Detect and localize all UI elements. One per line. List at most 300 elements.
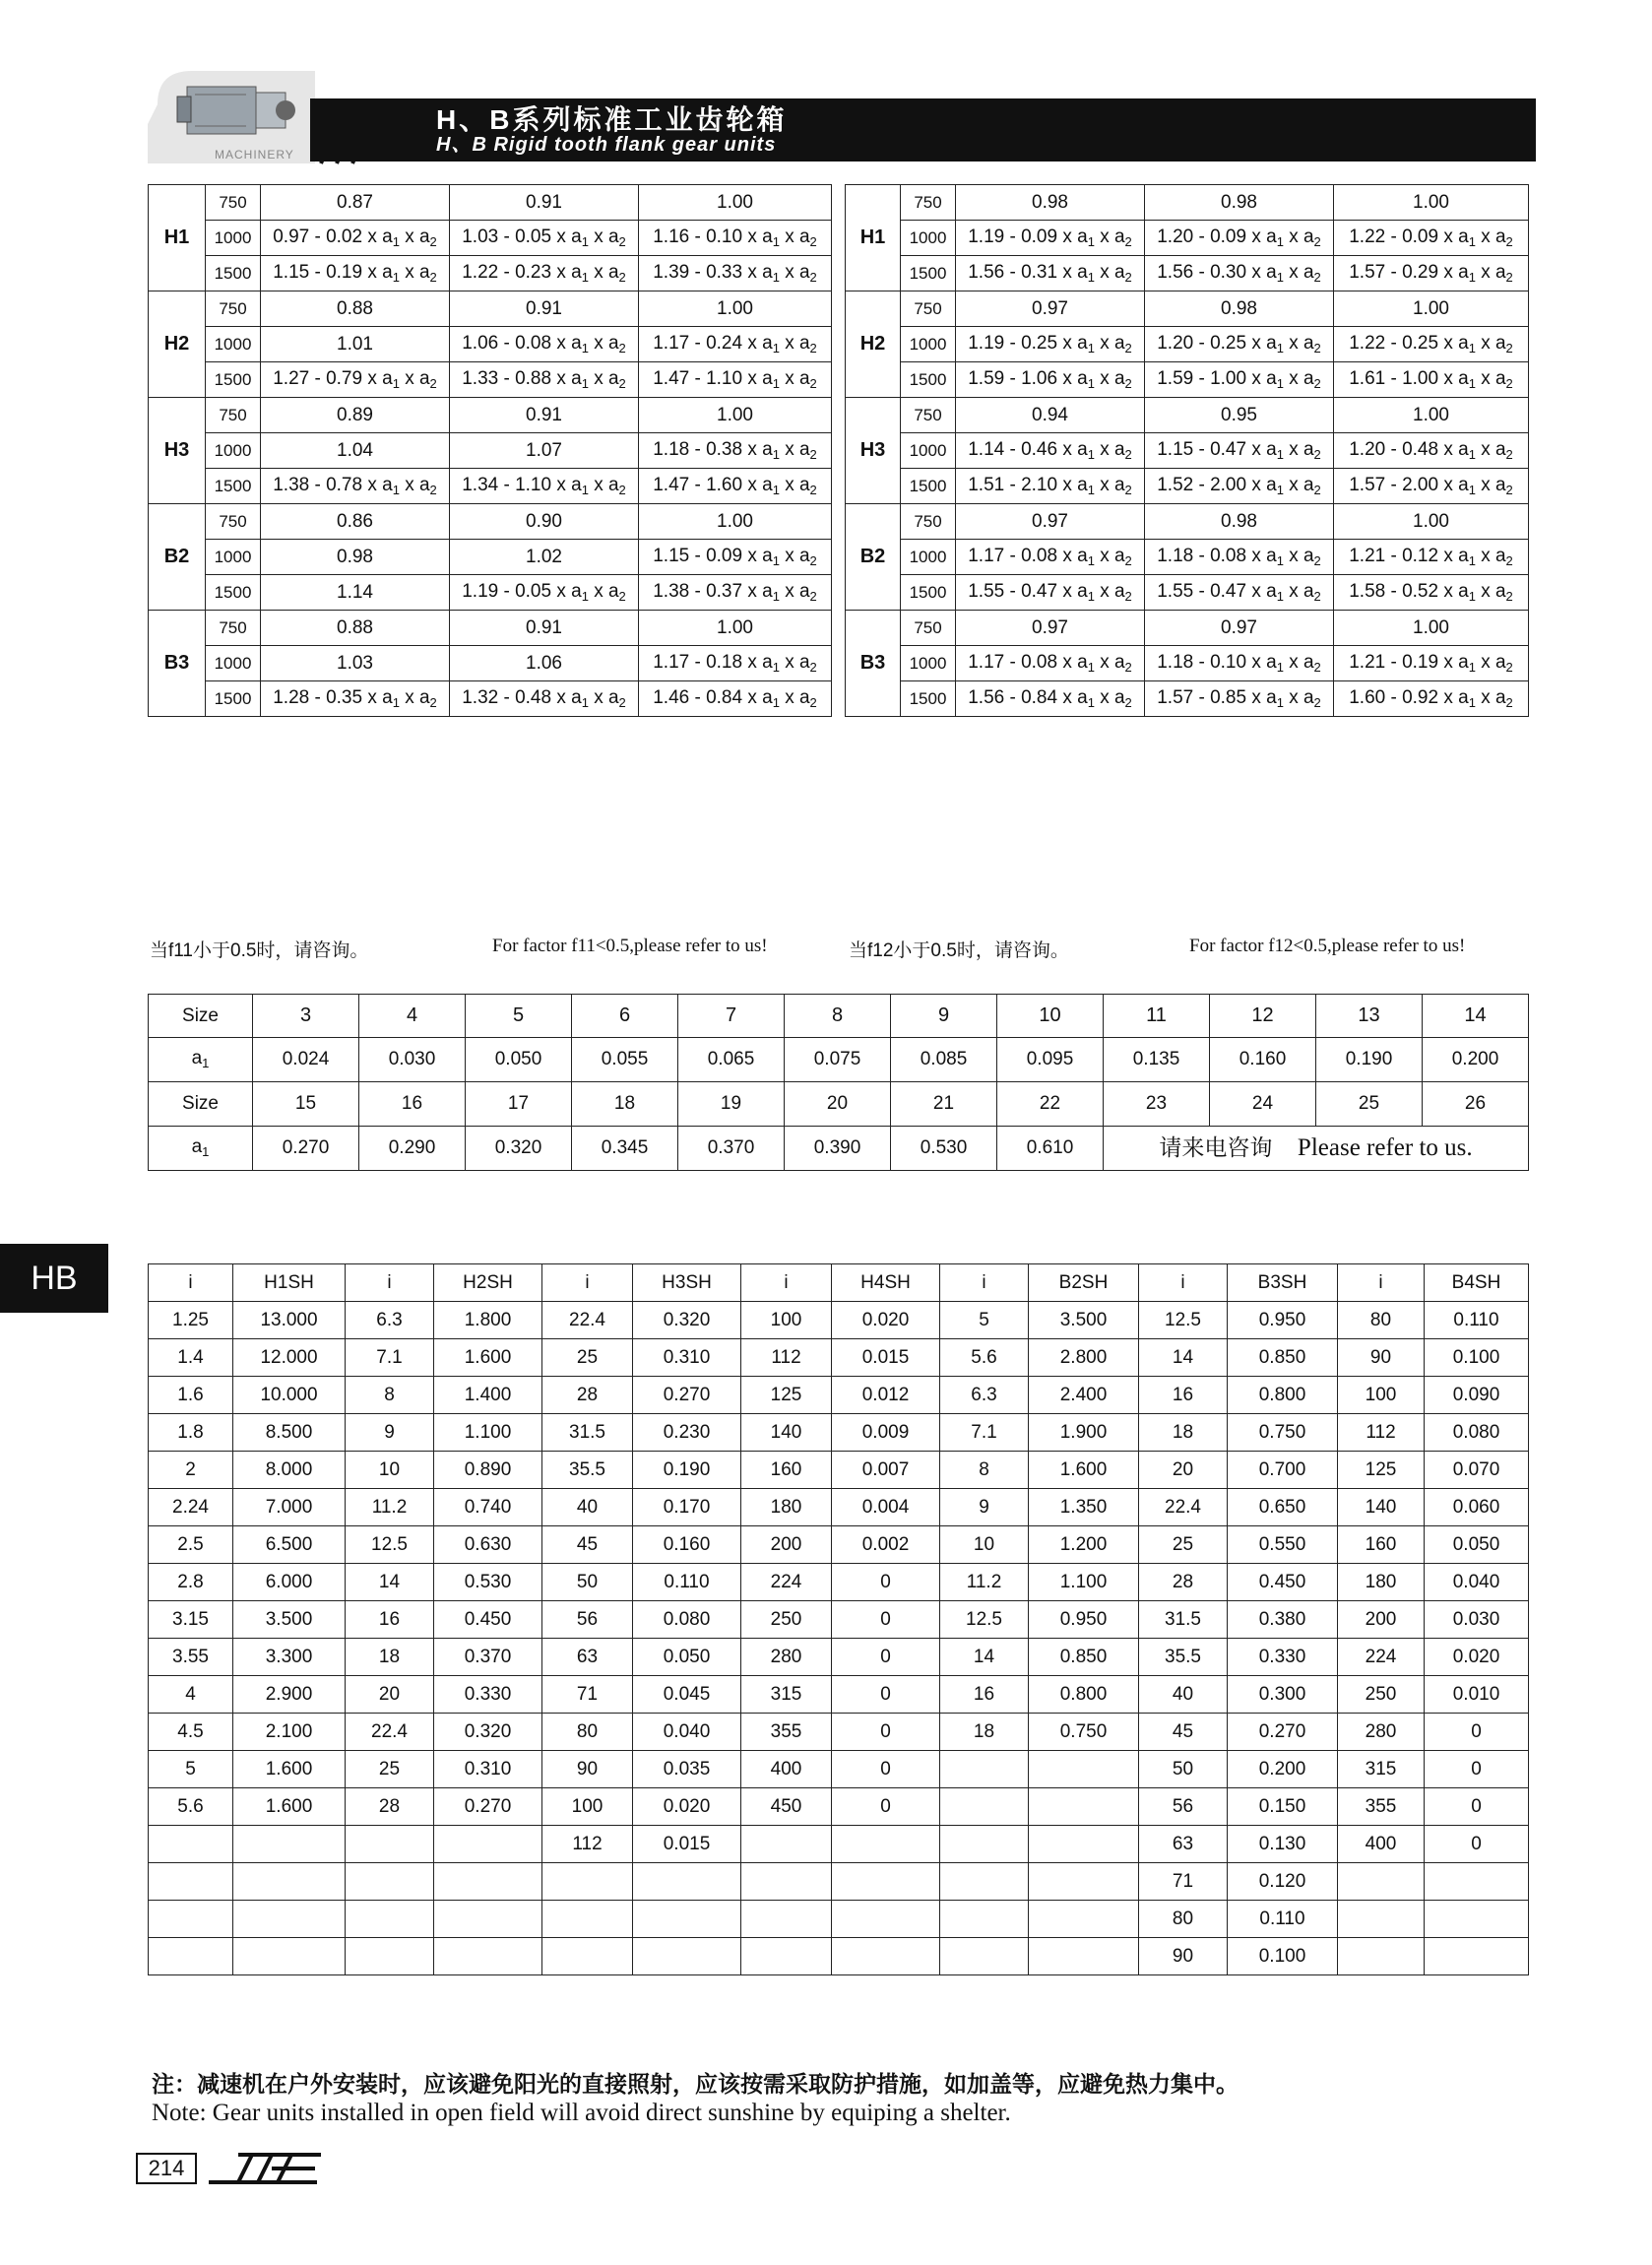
t10-value-cell: 0.97 <box>1145 611 1334 646</box>
t11-value-cell: 0.055 <box>572 1038 678 1082</box>
t12-col-header: B3SH <box>1228 1264 1338 1302</box>
t11-size-cell: 16 <box>359 1082 466 1127</box>
t12-cell <box>233 1901 346 1938</box>
t12-cell <box>940 1751 1029 1788</box>
t9-n-cell: 750 <box>206 398 261 433</box>
t10-value-cell: 1.17 - 0.08 x $a_1$ x $a_2$ <box>956 646 1145 681</box>
t12-cell: 0.740 <box>434 1489 542 1526</box>
t10-value-cell: 1.60 - 0.92 x $a_1$ x $a_2$ <box>1334 681 1529 717</box>
t10-value-cell: 0.98 <box>1145 185 1334 221</box>
t12-row <box>149 1526 1529 1564</box>
t12-cell: 16 <box>346 1601 434 1639</box>
t12-cell <box>1029 1788 1139 1826</box>
t12-cell: 10 <box>940 1526 1029 1564</box>
t12-cell: 250 <box>741 1601 832 1639</box>
t9-value-cell: 1.14 <box>261 575 450 611</box>
t12-cell <box>940 1863 1029 1901</box>
t11-value-cell: 0.610 <box>997 1127 1104 1171</box>
t12-cell: 6.000 <box>233 1564 346 1601</box>
t10-value-cell: 1.00 <box>1334 398 1529 433</box>
t10-value-cell: 1.56 - 0.31 x $a_1$ x $a_2$ <box>956 256 1145 291</box>
t12-cell: 0 <box>1425 1826 1529 1863</box>
t11-size-cell: 26 <box>1423 1082 1529 1127</box>
t12-cell: 0.310 <box>434 1751 542 1788</box>
t12-cell: 0.020 <box>1425 1639 1529 1676</box>
t12-cell <box>542 1901 633 1938</box>
t9-row <box>149 327 832 362</box>
t12-cell: 40 <box>542 1489 633 1526</box>
t11-value-cell: 0.135 <box>1104 1038 1210 1082</box>
header-bar <box>310 98 1536 162</box>
t9-value-cell: 1.02 <box>450 540 639 575</box>
t11-value-cell: 0.160 <box>1210 1038 1316 1082</box>
t12-cell: 2.900 <box>233 1676 346 1714</box>
t12-cell <box>346 1938 434 1975</box>
t9-value-cell: 1.03 <box>261 646 450 681</box>
t12-cell: 0.160 <box>633 1526 741 1564</box>
t9-value-cell: 1.17 - 0.18 x $a_1$ x $a_2$ <box>639 646 832 681</box>
t12-cell <box>434 1863 542 1901</box>
t9-n-cell: 1500 <box>206 256 261 291</box>
t12-cell <box>346 1901 434 1938</box>
t12-cell <box>1338 1901 1425 1938</box>
t9-value-cell: 0.90 <box>450 504 639 540</box>
t12-cell: 63 <box>1139 1826 1228 1863</box>
t11-value-cell: 0.320 <box>466 1127 572 1171</box>
t12-cell: 0 <box>832 1601 940 1639</box>
t12-cell: 4.5 <box>149 1714 233 1751</box>
t11-value-cell: 0.050 <box>466 1038 572 1082</box>
t10-value-cell: 1.57 - 0.85 x $a_1$ x $a_2$ <box>1145 681 1334 717</box>
t12-cell: 0.310 <box>633 1339 741 1377</box>
t11-size-cell: 6 <box>572 995 678 1038</box>
t12-cell <box>542 1938 633 1975</box>
t10-row <box>846 504 1529 540</box>
t12-cell: 280 <box>1338 1714 1425 1751</box>
t12-cell: 35.5 <box>1139 1639 1228 1676</box>
t12-cell: 0.004 <box>832 1489 940 1526</box>
t12-cell: 1.200 <box>1029 1526 1139 1564</box>
t12-cell: 45 <box>1139 1714 1228 1751</box>
t12-cell: 0.050 <box>1425 1526 1529 1564</box>
t12-cell <box>741 1938 832 1975</box>
t10-value-cell: 1.55 - 0.47 x $a_1$ x $a_2$ <box>956 575 1145 611</box>
t12-cell: 0.080 <box>633 1601 741 1639</box>
t9-value-cell: 1.06 - 0.08 x $a_1$ x $a_2$ <box>450 327 639 362</box>
t12-cell: 7.1 <box>940 1414 1029 1452</box>
t12-cell: 0.370 <box>434 1639 542 1676</box>
t10-type-cell: H1 <box>846 185 901 291</box>
t12-cell <box>434 1826 542 1863</box>
t10-value-cell: 1.19 - 0.09 x $a_1$ x $a_2$ <box>956 221 1145 256</box>
t12-cell: 315 <box>741 1676 832 1714</box>
t9-n-cell: 1000 <box>206 646 261 681</box>
t9-row <box>149 469 832 504</box>
t12-cell: 3.15 <box>149 1601 233 1639</box>
t9-value-cell: 0.88 <box>261 611 450 646</box>
t12-cell <box>1425 1863 1529 1901</box>
t10-row <box>846 185 1529 221</box>
t12-cell: 1.25 <box>149 1302 233 1339</box>
t9-type-cell: B3 <box>149 611 206 717</box>
t9-n-cell: 750 <box>206 291 261 327</box>
t12-cell: 112 <box>542 1826 633 1863</box>
t11-a1-label: $a_1$ <box>191 1048 210 1071</box>
t12-cell <box>1425 1938 1529 1975</box>
t12-cell: 18 <box>1139 1414 1228 1452</box>
t12-cell: 0.020 <box>832 1302 940 1339</box>
t12-cell: 28 <box>542 1377 633 1414</box>
t12-cell <box>233 1863 346 1901</box>
t11-size-cell: 5 <box>466 995 572 1038</box>
t11-size-cell: 19 <box>678 1082 785 1127</box>
t12-col-header: H1SH <box>233 1264 346 1302</box>
side-tab-hb: HB <box>0 1244 108 1313</box>
t12-cell: 1.6 <box>149 1377 233 1414</box>
t12-cell: 4 <box>149 1676 233 1714</box>
t12-cell: 12.5 <box>1139 1302 1228 1339</box>
t10-value-cell: 1.56 - 0.30 x $a_1$ x $a_2$ <box>1145 256 1334 291</box>
t12-cell: 11.2 <box>940 1564 1029 1601</box>
t12-cell: 12.5 <box>940 1601 1029 1639</box>
t12-cell: 2.8 <box>149 1564 233 1601</box>
t12-cell <box>149 1863 233 1901</box>
t12-cell: 12.5 <box>346 1526 434 1564</box>
t11-size-cell: 25 <box>1316 1082 1423 1127</box>
t10-value-cell: 1.14 - 0.46 x $a_1$ x $a_2$ <box>956 433 1145 469</box>
t12-cell: 0.800 <box>1228 1377 1338 1414</box>
t9-n-cell: 1500 <box>206 575 261 611</box>
t11-value-cell: 0.345 <box>572 1127 678 1171</box>
t12-cell: 0.170 <box>633 1489 741 1526</box>
t12-cell: 16 <box>1139 1377 1228 1414</box>
t12-cell: 90 <box>1338 1339 1425 1377</box>
t12-cell: 14 <box>940 1639 1029 1676</box>
t12-cell: 71 <box>542 1676 633 1714</box>
t11-size-cell: 4 <box>359 995 466 1038</box>
t9-value-cell: 1.28 - 0.35 x $a_1$ x $a_2$ <box>261 681 450 717</box>
t9-value-cell: 1.38 - 0.78 x $a_1$ x $a_2$ <box>261 469 450 504</box>
t9-value-cell: 1.32 - 0.48 x $a_1$ x $a_2$ <box>450 681 639 717</box>
table-10 <box>845 184 1529 717</box>
t12-cell: 450 <box>741 1788 832 1826</box>
t12-cell: 0.380 <box>1228 1601 1338 1639</box>
t12-cell: 0 <box>1425 1751 1529 1788</box>
t12-cell: 50 <box>1139 1751 1228 1788</box>
t9-value-cell: 0.91 <box>450 291 639 327</box>
t12-cell: 5.6 <box>940 1339 1029 1377</box>
t10-row <box>846 611 1529 646</box>
t12-col-header: i <box>346 1264 434 1302</box>
t12-cell: 0.230 <box>633 1414 741 1452</box>
t9-value-cell: 1.00 <box>639 185 832 221</box>
t10-value-cell: 1.55 - 0.47 x $a_1$ x $a_2$ <box>1145 575 1334 611</box>
t12-row <box>149 1751 1529 1788</box>
t10-n-cell: 1500 <box>901 256 956 291</box>
t9-row <box>149 540 832 575</box>
t9-type-cell: H2 <box>149 291 206 398</box>
t10-value-cell: 0.97 <box>956 504 1145 540</box>
t12-cell: 16 <box>940 1676 1029 1714</box>
t12-cell: 3.500 <box>233 1601 346 1639</box>
t12-cell: 160 <box>741 1452 832 1489</box>
t12-cell: 0.015 <box>832 1339 940 1377</box>
t12-cell: 3.300 <box>233 1639 346 1676</box>
t10-n-cell: 750 <box>901 291 956 327</box>
t12-cell <box>832 1901 940 1938</box>
t12-row <box>149 1564 1529 1601</box>
t12-cell: 0.700 <box>1228 1452 1338 1489</box>
t9-type-cell: B2 <box>149 504 206 611</box>
t9-value-cell: 1.38 - 0.37 x $a_1$ x $a_2$ <box>639 575 832 611</box>
t10-n-cell: 1500 <box>901 469 956 504</box>
t12-cell: 0.950 <box>1029 1601 1139 1639</box>
t12-cell: 0 <box>832 1714 940 1751</box>
t12-cell: 2 <box>149 1452 233 1489</box>
t10-value-cell: 1.57 - 2.00 x $a_1$ x $a_2$ <box>1334 469 1529 504</box>
t11-size-label: Size <box>149 995 253 1038</box>
t9-value-cell: 0.91 <box>450 611 639 646</box>
t12-cell <box>832 1826 940 1863</box>
t12-cell: 40 <box>1139 1676 1228 1714</box>
t11-value-cell: 0.030 <box>359 1038 466 1082</box>
t12-cell: 250 <box>1338 1676 1425 1714</box>
t12-cell: 10.000 <box>233 1377 346 1414</box>
t12-row <box>149 1863 1529 1901</box>
t12-cell: 224 <box>741 1564 832 1601</box>
t11-refer-cell: 请来电咨询 Please refer to us. <box>1104 1127 1529 1171</box>
t12-cell: 0.270 <box>434 1788 542 1826</box>
t10-type-cell: B2 <box>846 504 901 611</box>
t12-row <box>149 1489 1529 1526</box>
company-logo-icon <box>209 2151 327 2186</box>
t10-value-cell: 1.57 - 0.29 x $a_1$ x $a_2$ <box>1334 256 1529 291</box>
t12-cell: 56 <box>1139 1788 1228 1826</box>
t12-cell <box>1029 1751 1139 1788</box>
t10-value-cell: 1.17 - 0.08 x $a_1$ x $a_2$ <box>956 540 1145 575</box>
t11-size-cell: 7 <box>678 995 785 1038</box>
t11-a1-label: $a_1$ <box>191 1136 210 1160</box>
t12-cell: 18 <box>940 1714 1029 1751</box>
t12-cell: 80 <box>1139 1901 1228 1938</box>
t12-cell: 0.060 <box>1425 1489 1529 1526</box>
t12-cell <box>434 1901 542 1938</box>
t12-cell: 100 <box>542 1788 633 1826</box>
t12-cell <box>233 1938 346 1975</box>
t12-cell: 28 <box>1139 1564 1228 1601</box>
t12-col-header: B2SH <box>1029 1264 1139 1302</box>
t10-n-cell: 750 <box>901 185 956 221</box>
t12-cell: 0 <box>832 1676 940 1714</box>
t11-size-cell: 10 <box>997 995 1104 1038</box>
t10-value-cell: 1.15 - 0.47 x $a_1$ x $a_2$ <box>1145 433 1334 469</box>
t12-cell: 125 <box>1338 1452 1425 1489</box>
t12-cell: 140 <box>741 1414 832 1452</box>
t10-row <box>846 540 1529 575</box>
t12-cell <box>1029 1901 1139 1938</box>
t10-value-cell: 0.95 <box>1145 398 1334 433</box>
t11-size-cell: 3 <box>253 995 359 1038</box>
t12-cell: 0.650 <box>1228 1489 1338 1526</box>
t12-col-header: H4SH <box>832 1264 940 1302</box>
t9-value-cell: 0.91 <box>450 185 639 221</box>
t12-cell <box>940 1901 1029 1938</box>
t9-row <box>149 681 832 717</box>
t10-n-cell: 1500 <box>901 681 956 717</box>
t12-cell: 22.4 <box>1139 1489 1228 1526</box>
t9-value-cell: 1.15 - 0.19 x $a_1$ x $a_2$ <box>261 256 450 291</box>
t10-value-cell: 0.98 <box>1145 291 1334 327</box>
t12-cell: 0.890 <box>434 1452 542 1489</box>
t10-value-cell: 1.18 - 0.08 x $a_1$ x $a_2$ <box>1145 540 1334 575</box>
t9-row <box>149 362 832 398</box>
t10-row <box>846 362 1529 398</box>
t10-n-cell: 1500 <box>901 362 956 398</box>
t12-cell: 0.030 <box>1425 1601 1529 1639</box>
t12-cell: 1.4 <box>149 1339 233 1377</box>
t9-n-cell: 1500 <box>206 469 261 504</box>
t12-cell: 0.550 <box>1228 1526 1338 1564</box>
t11-size-label: Size <box>149 1082 253 1127</box>
t11-value-cell: 0.190 <box>1316 1038 1423 1082</box>
t12-row <box>149 1414 1529 1452</box>
t10-value-cell: 1.56 - 0.84 x $a_1$ x $a_2$ <box>956 681 1145 717</box>
t12-cell <box>1029 1863 1139 1901</box>
t12-cell: 0.330 <box>434 1676 542 1714</box>
t12-cell: 63 <box>542 1639 633 1676</box>
t9-n-cell: 750 <box>206 185 261 221</box>
t12-cell: 25 <box>346 1751 434 1788</box>
t9-value-cell: 1.16 - 0.10 x $a_1$ x $a_2$ <box>639 221 832 256</box>
t9-value-cell: 1.00 <box>639 398 832 433</box>
t12-cell: 45 <box>542 1526 633 1564</box>
t12-cell: 18 <box>346 1639 434 1676</box>
t12-cell: 1.8 <box>149 1414 233 1452</box>
t12-cell: 0.012 <box>832 1377 940 1414</box>
t9-value-cell: 0.86 <box>261 504 450 540</box>
t12-cell: 25 <box>1139 1526 1228 1564</box>
header-title-cn: H、B系列标准工业齿轮箱 <box>436 104 788 135</box>
t12-cell <box>633 1938 741 1975</box>
table-9 <box>148 184 832 717</box>
t9-value-cell: 1.07 <box>450 433 639 469</box>
t11-value-cell: 0.270 <box>253 1127 359 1171</box>
t12-cell: 180 <box>1338 1564 1425 1601</box>
t9-row <box>149 221 832 256</box>
t12-cell: 0.150 <box>1228 1788 1338 1826</box>
t11-size-cell: 21 <box>891 1082 997 1127</box>
t12-cell <box>233 1826 346 1863</box>
t9-value-cell: 1.03 - 0.05 x $a_1$ x $a_2$ <box>450 221 639 256</box>
t11-size-cell: 9 <box>891 995 997 1038</box>
t10-value-cell: 1.61 - 1.00 x $a_1$ x $a_2$ <box>1334 362 1529 398</box>
t12-cell <box>1029 1826 1139 1863</box>
t9-row <box>149 575 832 611</box>
t12-cell: 10 <box>346 1452 434 1489</box>
t10-row <box>846 221 1529 256</box>
t9-n-cell: 1000 <box>206 327 261 362</box>
t10-value-cell: 1.00 <box>1334 291 1529 327</box>
t9-value-cell: 1.39 - 0.33 x $a_1$ x $a_2$ <box>639 256 832 291</box>
t10-value-cell: 1.20 - 0.09 x $a_1$ x $a_2$ <box>1145 221 1334 256</box>
t10-value-cell: 1.51 - 2.10 x $a_1$ x $a_2$ <box>956 469 1145 504</box>
t12-cell: 8.000 <box>233 1452 346 1489</box>
t12-cell: 200 <box>741 1526 832 1564</box>
t10-row <box>846 433 1529 469</box>
t9-type-cell: H1 <box>149 185 206 291</box>
table-12 <box>148 1263 1529 1975</box>
t9-value-cell: 0.91 <box>450 398 639 433</box>
t12-cell: 20 <box>346 1676 434 1714</box>
t11-value-cell: 0.530 <box>891 1127 997 1171</box>
t11-size-cell: 11 <box>1104 995 1210 1038</box>
t9-n-cell: 750 <box>206 504 261 540</box>
t12-col-header: i <box>149 1264 233 1302</box>
t12-row <box>149 1377 1529 1414</box>
t12-cell: 20 <box>1139 1452 1228 1489</box>
t9-value-cell: 1.00 <box>639 291 832 327</box>
t10-n-cell: 750 <box>901 504 956 540</box>
t10-value-cell: 0.94 <box>956 398 1145 433</box>
t12-cell <box>832 1863 940 1901</box>
t12-cell: 14 <box>1139 1339 1228 1377</box>
t12-cell <box>346 1863 434 1901</box>
table-11 <box>148 994 1529 1171</box>
t12-cell: 22.4 <box>346 1714 434 1751</box>
t12-row <box>149 1676 1529 1714</box>
t9-row <box>149 646 832 681</box>
t12-cell: 31.5 <box>1139 1601 1228 1639</box>
t10-n-cell: 1000 <box>901 221 956 256</box>
t10-type-cell: H3 <box>846 398 901 504</box>
t12-row <box>149 1339 1529 1377</box>
t10-row <box>846 398 1529 433</box>
t9-value-cell: 1.00 <box>639 611 832 646</box>
t12-cell: 50 <box>542 1564 633 1601</box>
t12-cell: 100 <box>741 1302 832 1339</box>
t9-value-cell: 0.98 <box>261 540 450 575</box>
t10-value-cell: 1.00 <box>1334 185 1529 221</box>
t12-cell: 2.800 <box>1029 1339 1139 1377</box>
t12-col-header: i <box>741 1264 832 1302</box>
t12-cell: 0.110 <box>633 1564 741 1601</box>
t12-cell: 13.000 <box>233 1302 346 1339</box>
t12-cell <box>434 1938 542 1975</box>
t10-value-cell: 1.19 - 0.25 x $a_1$ x $a_2$ <box>956 327 1145 362</box>
t12-row <box>149 1452 1529 1489</box>
t9-row <box>149 291 832 327</box>
t9-row <box>149 185 832 221</box>
t10-row <box>846 575 1529 611</box>
t12-cell: 0.080 <box>1425 1414 1529 1452</box>
t11-value-cell: 0.024 <box>253 1038 359 1082</box>
t9-value-cell: 1.27 - 0.79 x $a_1$ x $a_2$ <box>261 362 450 398</box>
t11-size-cell: 13 <box>1316 995 1423 1038</box>
t11-size-cell: 17 <box>466 1082 572 1127</box>
t10-row <box>846 681 1529 717</box>
t12-cell: 0.100 <box>1228 1938 1338 1975</box>
t12-cell: 80 <box>542 1714 633 1751</box>
t9-note-en: For factor f11<0.5,please refer to us! <box>492 936 768 956</box>
t11-size-cell: 22 <box>997 1082 1104 1127</box>
t12-row <box>149 1826 1529 1863</box>
t12-cell: 0.850 <box>1029 1639 1139 1676</box>
t10-value-cell: 1.18 - 0.10 x $a_1$ x $a_2$ <box>1145 646 1334 681</box>
t9-value-cell: 0.87 <box>261 185 450 221</box>
t10-n-cell: 1000 <box>901 646 956 681</box>
t9-value-cell: 1.47 - 1.10 x $a_1$ x $a_2$ <box>639 362 832 398</box>
footnote-en: Note: Gear units installed in open field will avoid direct sunshine by equiping a shelter. <box>152 2100 1011 2126</box>
